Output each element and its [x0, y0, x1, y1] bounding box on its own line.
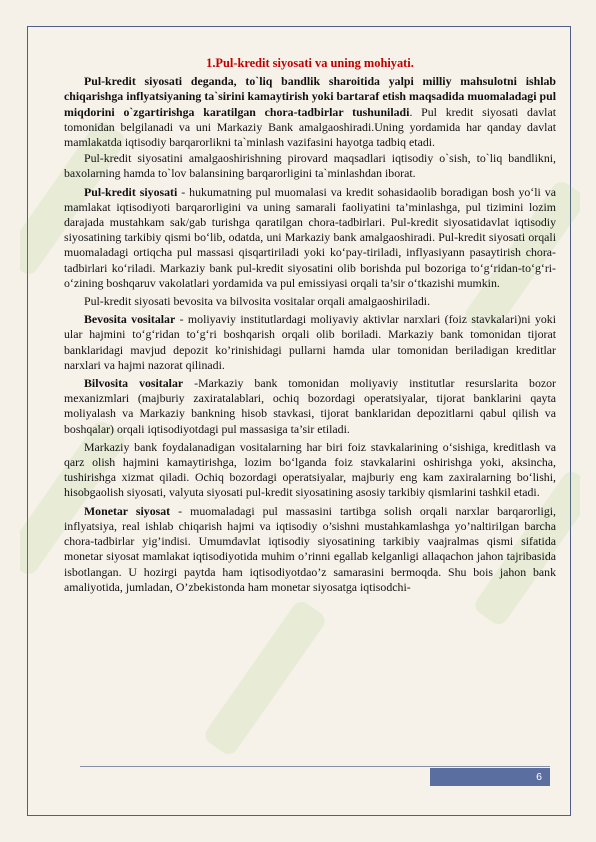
document-body [64, 56, 556, 596]
paragraph: Pul-kredit siyosatini amalgaoshirishning pirovard maqsadlari iqtisodiy o`sish, to`liq bandlikni, baxolarning hamda to`lov balansining barqarorligini ta`minlashdan iborat. [64, 151, 556, 181]
paragraph: Monetar siyosat - muomaladagi pul massasini tartibga solish orqali narxlar barqarorligi, inflyatsiya, real ishlab chiqarish hajmi va iqtisodiy o’sishni mustahkamlashga yo’naltirilgan barcha chora-tadbirlar yig’indisi. Umumdavlat iqtisodiy siyosatining tarkibiy vaajralmas qismi sifatida monetar siyosat mamlakat iqtisodiyotida muhim o’rinni egallab kelganligi allaqachon jahon tajribasida isbotlangan. U hozirgi paytda ham iqtisodiyotdao’z samarasini bermoqda. Shu bois jahon bank amaliyotida, jumladan, O’zbekistonda ham monetar siyosatga iqtisodchi- [64, 503, 556, 594]
paragraph: Bilvosita vositalar -Markaziy bank tomonidan moliyaviy institutlar resurslarita bozor mexanizmlari (majburiy zaxiratalablari, ochiq bozordagi operatsiyalar, tijorat banklarini qayta moliyalash va Markaziy bankning hisob stavkasi, tijorat banklaridan depozitlarni qabul qilish va boshqalar) orqali iqtisodiyotdagi pul massasiga ta’sir etiladi. [64, 376, 556, 436]
paragraph: Pul-kredit siyosati - hukumatning pul muomalasi va kredit sohasidaolib boradigan bosh yo‘li va mamlakat iqtisodiyoti barqarorligini va uning samarali faoliyatini ta’minlashga, pul tizimini lozim darajada mustahkam sak/gab turishga qaratilgan chora-tadbirlari. Pul-kredit siyosatidavlat iqtisodiy siyosatining tarkibiy qismi bo‘lib, odatda, uni Markaziy bank amalgaoshiradi. Pul-kredit siyosati orqali muomaladagi ortiqcha pul massasi qisqartiriladi yoki ko‘pay-tiriladi, inflyasiyann pasaytirish chora-tadbirlari ko‘riladi. Markaziy bank pul-kredit siyosatini olib borishda pul bozoriga to‘g‘ridan-to‘g‘ri-o‘zining boshqaruv vakolatlari yordamida va pul emissiyasi orqali ta’sir o‘tkazishi mumkin. [64, 184, 556, 290]
paragraph: Bevosita vositalar - moliyaviy institutlardagi moliyaviy aktivlar narxlari (foiz stavkalari)ni yoki ular hajmini to‘g‘ridan to‘g‘ri boshqarish orqali olib boriladi. Markaziy bank tomonidan tijorat banklaridagi mavjud depozit ko’rinishidagi pullarni hamda ular tomonidan beriladigan kreditlar narxlari va hajmi nazorat qilinadi. [64, 312, 557, 372]
footer-divider [80, 766, 550, 767]
section-title: 1.Pul-kredit siyosati va uning mohiyati. [206, 56, 414, 70]
page-number: 6 [430, 768, 550, 786]
paragraph: Pul-kredit siyosati deganda, to`liq bandlik sharoitida yalpi milliy mahsulotni ishlab chiqarishga inflyatsiyaning ta`sirini kamaytirish yoki bartaraf etish maqsadida muomaladagi pul miqdorini o`zgartirishga karatilgan chora-tadbirlar tushuniladi. Pul kredit siyosati davlat tomonidan belgilanadi va uni Markaziy Bank amalgaoshiradi.Uning yordamida har qanday davlat mamlakatda iqtisodiy barqarorlikni ta`minlash vazifasini hayotga tadbiq etadi. [64, 74, 556, 150]
paragraph: Pul-kredit siyosati bevosita va bilvosita vositalar orqali amalgaoshiriladi. [84, 294, 431, 309]
paragraph: Markaziy bank foydalanadigan vositalarning har biri foiz stavkalarining o‘sishiga, kreditlash va qarz olish hajmini kamaytirishga, lozim bo‘lganda foiz stavkalarini oshirishga yoki, aksincha, tushirishga xizmat qiladi. Ochiq bozordagi operatsiyalar, majburiy eng kam zaxiralarning bo‘lishi, hisobgaolish siyosati, valyuta siyosati pul-kredit siyosatining asosiy tarkibiy qismlarini tashkil etadi. [64, 439, 556, 500]
